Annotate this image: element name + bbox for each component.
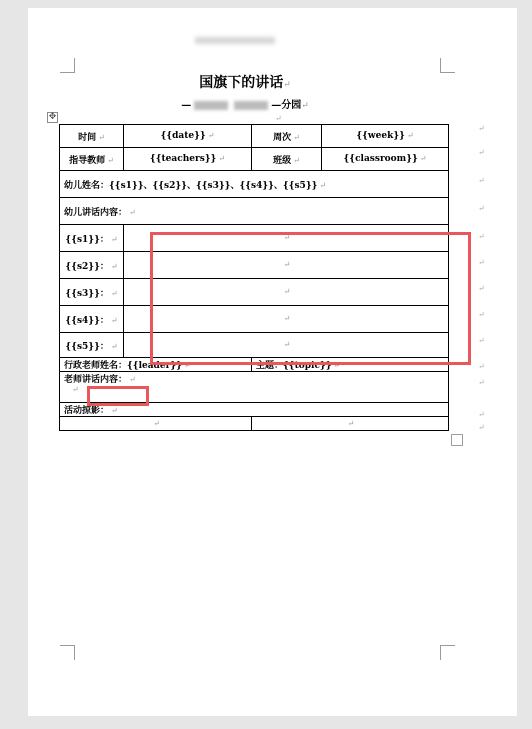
week-field[interactable]: {{week}} ↵ xyxy=(322,125,449,148)
paragraph-mark: ↵ xyxy=(478,423,485,432)
paragraph-mark: ↵ xyxy=(478,310,485,319)
crop-mark-bottom-right xyxy=(440,645,455,660)
paragraph-mark: ↵ xyxy=(283,80,291,90)
student-row-label[interactable]: {{s2}}： ↵ xyxy=(60,252,124,279)
class-field[interactable]: {{classroom}} ↵ xyxy=(322,148,449,171)
document-subtitle[interactable] xyxy=(170,96,320,111)
paragraph-mark: ↵ xyxy=(301,101,309,111)
subtitle-prefix: — xyxy=(181,100,192,111)
teachers-label[interactable]: 指导教师 ↵ xyxy=(60,148,124,171)
student-row-label[interactable]: {{s1}}： ↵ xyxy=(60,225,124,252)
student-row-content[interactable]: ↵ xyxy=(124,306,449,333)
paragraph-mark: ↵ xyxy=(478,232,485,241)
student-row-label[interactable]: {{s3}}： ↵ xyxy=(60,279,124,306)
paragraph-mark: ↵ xyxy=(478,204,485,213)
table-move-handle-icon[interactable]: ✥ xyxy=(48,112,57,122)
student-row-content[interactable]: ↵ xyxy=(124,225,449,252)
paragraph-mark: ↵ xyxy=(478,148,485,157)
teacher-speech-field[interactable]: 老师讲话内容： ↵ ↵ xyxy=(60,372,449,403)
time-label[interactable]: 时间 ↵ xyxy=(60,125,124,148)
paragraph-mark: ↵ xyxy=(478,410,485,419)
paragraph-mark: ↵ xyxy=(478,378,485,387)
student-row-label[interactable]: {{s5}}： ↵ xyxy=(60,333,124,358)
photo-cell-left[interactable]: ↵ xyxy=(60,417,252,431)
paragraph-mark: ↵ xyxy=(275,114,282,123)
teachers-field[interactable]: {{teachers}} ↵ xyxy=(124,148,252,171)
subtitle-suffix: —分园 xyxy=(271,100,302,111)
student-row-content[interactable]: ↵ xyxy=(124,252,449,279)
paragraph-mark: ↵ xyxy=(478,258,485,267)
highlight-box-student-content xyxy=(150,232,471,365)
paragraph-mark: ↵ xyxy=(478,336,485,345)
table-resize-handle[interactable] xyxy=(451,434,463,446)
children-names-row[interactable]: 幼儿姓名：{{s1}}、{{s2}}、{{s3}}、{{s4}}、{{s5}} ↵ xyxy=(60,171,449,198)
blurred-name xyxy=(194,101,228,110)
document-title[interactable] xyxy=(170,72,320,92)
student-row-label[interactable]: {{s4}}： ↵ xyxy=(60,306,124,333)
leader-field[interactable]: 行政老师姓名：{{leader}} ↵ xyxy=(60,358,252,372)
crop-mark-top-left xyxy=(60,58,75,73)
paragraph-mark: ↵ xyxy=(478,284,485,293)
week-label[interactable]: 周次 ↵ xyxy=(252,125,322,148)
class-label[interactable]: 班级 ↵ xyxy=(252,148,322,171)
paragraph-mark: ↵ xyxy=(478,362,485,371)
photos-label[interactable]: 活动掠影： ↵ xyxy=(60,403,449,417)
student-row-content[interactable]: ↵ xyxy=(124,279,449,306)
blurred-header-text xyxy=(195,37,275,44)
photo-cell-right[interactable]: ↵ xyxy=(252,417,449,431)
crop-mark-bottom-left xyxy=(60,645,75,660)
paragraph-mark: ↵ xyxy=(478,124,485,133)
crop-mark-top-right xyxy=(440,58,455,73)
topic-field[interactable]: 主题：{{topic}} ↵ xyxy=(252,358,449,372)
blurred-name xyxy=(234,101,268,110)
title-text: 国旗下的讲话 xyxy=(199,75,284,91)
children-content-label[interactable]: 幼儿讲话内容： ↵ xyxy=(60,198,449,225)
paragraph-mark: ↵ xyxy=(478,176,485,185)
highlight-box-teacher-speech xyxy=(87,386,149,406)
date-field[interactable]: {{date}} ↵ xyxy=(124,125,252,148)
student-row-content[interactable]: ↵ xyxy=(124,333,449,358)
